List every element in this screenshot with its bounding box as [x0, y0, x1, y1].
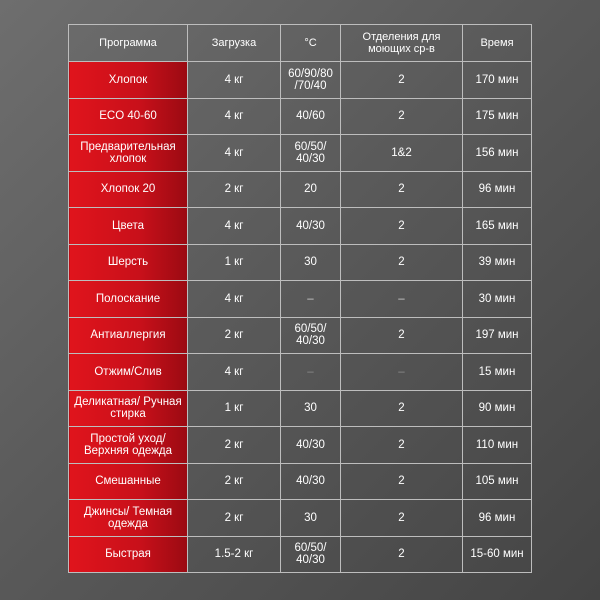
load-cell: 4 кг — [188, 98, 281, 135]
load-cell: 2 кг — [188, 427, 281, 464]
load-cell: 1.5-2 кг — [188, 536, 281, 573]
header-compartments: Отделения для моющих ср-в — [341, 25, 463, 62]
load-cell: 2 кг — [188, 500, 281, 537]
temperature-cell: 60/50/ 40/30 — [281, 536, 341, 573]
time-cell: 197 мин — [463, 317, 532, 354]
program-cell: Простой уход/ Верхняя одежда — [69, 427, 188, 464]
compartments-cell: 2 — [341, 500, 463, 537]
temperature-cell: 60/50/ 40/30 — [281, 135, 341, 172]
compartments-cell: 2 — [341, 98, 463, 135]
time-cell: 156 мин — [463, 135, 532, 172]
program-cell: Хлопок — [69, 62, 188, 99]
load-cell: 2 кг — [188, 463, 281, 500]
compartments-cell: 2 — [341, 171, 463, 208]
temperature-cell: 40/30 — [281, 208, 341, 245]
compartments-cell: 2 — [341, 244, 463, 281]
load-cell: 2 кг — [188, 317, 281, 354]
table-row — [69, 317, 532, 354]
table-row — [69, 390, 532, 427]
header-time: Время — [463, 25, 532, 62]
header-program: Программа — [69, 25, 188, 62]
temperature-cell: 40/30 — [281, 427, 341, 464]
time-cell: 175 мин — [463, 98, 532, 135]
table-row — [69, 208, 532, 245]
load-cell: 1 кг — [188, 390, 281, 427]
compartments-cell: 1&2 — [341, 135, 463, 172]
load-cell: 4 кг — [188, 135, 281, 172]
time-cell: 39 мин — [463, 244, 532, 281]
program-cell: Деликатная/ Ручная стирка — [69, 390, 188, 427]
time-cell: 105 мин — [463, 463, 532, 500]
compartments-cell: 2 — [341, 62, 463, 99]
program-cell: Цвета — [69, 208, 188, 245]
program-cell: Антиаллергия — [69, 317, 188, 354]
header-load: Загрузка — [188, 25, 281, 62]
temperature-cell: 30 — [281, 500, 341, 537]
time-cell: 96 мин — [463, 500, 532, 537]
load-cell: 4 кг — [188, 208, 281, 245]
temperature-cell: 20 — [281, 171, 341, 208]
program-cell: Отжим/Слив — [69, 354, 188, 391]
table-row — [69, 500, 532, 537]
load-cell: 4 кг — [188, 354, 281, 391]
temperature-cell: 30 — [281, 390, 341, 427]
compartments-cell: 2 — [341, 390, 463, 427]
programs-table-container — [68, 24, 531, 573]
time-cell: 15 мин — [463, 354, 532, 391]
temperature-cell: – — [281, 281, 341, 318]
time-cell: 110 мин — [463, 427, 532, 464]
compartments-cell: 2 — [341, 536, 463, 573]
table-row — [69, 62, 532, 99]
time-cell: 170 мин — [463, 62, 532, 99]
time-cell: 30 мин — [463, 281, 532, 318]
program-cell: Джинсы/ Темная одежда — [69, 500, 188, 537]
compartments-cell: 2 — [341, 317, 463, 354]
table-row — [69, 171, 532, 208]
compartments-cell: – — [341, 354, 463, 391]
load-cell: 4 кг — [188, 62, 281, 99]
time-cell: 15-60 мин — [463, 536, 532, 573]
table-row — [69, 281, 532, 318]
temperature-cell: 40/30 — [281, 463, 341, 500]
table-row — [69, 427, 532, 464]
table-row — [69, 244, 532, 281]
load-cell: 2 кг — [188, 171, 281, 208]
table-row — [69, 536, 532, 573]
compartments-cell: – — [341, 281, 463, 318]
program-cell: Быстрая — [69, 536, 188, 573]
table-row — [69, 135, 532, 172]
program-cell: Смешанные — [69, 463, 188, 500]
program-cell: ECO 40-60 — [69, 98, 188, 135]
load-cell: 1 кг — [188, 244, 281, 281]
header-temperature: °С — [281, 25, 341, 62]
temperature-cell: 40/60 — [281, 98, 341, 135]
time-cell: 90 мин — [463, 390, 532, 427]
header-row — [69, 25, 532, 62]
temperature-cell: 60/50/ 40/30 — [281, 317, 341, 354]
program-cell: Шерсть — [69, 244, 188, 281]
table-row — [69, 463, 532, 500]
compartments-cell: 2 — [341, 208, 463, 245]
temperature-cell: – — [281, 354, 341, 391]
temperature-cell: 60/90/80 /70/40 — [281, 62, 341, 99]
temperature-cell: 30 — [281, 244, 341, 281]
program-cell: Хлопок 20 — [69, 171, 188, 208]
washing-programs-table — [68, 24, 532, 573]
table-row — [69, 354, 532, 391]
time-cell: 165 мин — [463, 208, 532, 245]
program-cell: Предварительная хлопок — [69, 135, 188, 172]
compartments-cell: 2 — [341, 427, 463, 464]
time-cell: 96 мин — [463, 171, 532, 208]
load-cell: 4 кг — [188, 281, 281, 318]
compartments-cell: 2 — [341, 463, 463, 500]
table-row — [69, 98, 532, 135]
program-cell: Полоскание — [69, 281, 188, 318]
